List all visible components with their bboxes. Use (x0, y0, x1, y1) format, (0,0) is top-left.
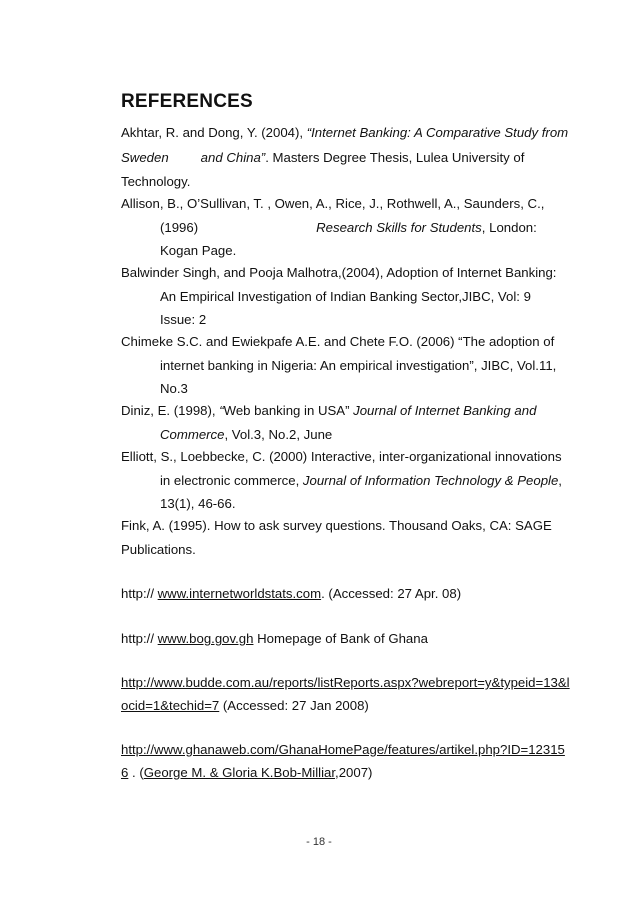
ref-text: , Vol.3, No.2, June (224, 427, 333, 442)
ref-singh-line-3: Issue: 2 (160, 312, 207, 327)
ref-akhtar-line-3: Technology. (121, 174, 191, 189)
ref-allison-line-2 (160, 220, 537, 236)
web-ref-prefix: http:// (121, 631, 158, 646)
author-link[interactable]: George M. & Gloria K.Bob-Milliar (143, 765, 336, 780)
ref-journal: Journal of Internet Banking and (353, 403, 537, 418)
page-number: - 18 - (306, 836, 332, 848)
bog-link[interactable]: www.bog.gov.gh (157, 631, 254, 646)
ref-title: Research Skills for Students (316, 220, 482, 235)
web-ref-suffix: ,2007) (335, 765, 373, 780)
ref-fink-line-2: Publications. (121, 542, 196, 557)
web-ref-suffix: Homepage of Bank of Ghana (253, 631, 428, 646)
ref-text: Akhtar, R. and Dong, Y. (2004), (121, 125, 307, 140)
ref-text: in electronic commerce, (160, 473, 303, 488)
budde-link[interactable]: http://www.budde.com.au/reports/listReports.aspx?webreport=y&typeid=13&l (121, 675, 570, 690)
ref-quote: “ (219, 403, 224, 418)
ref-allison-line-3: Kogan Page. (160, 243, 237, 258)
web-ref-ghanaweb-line-1 (121, 742, 565, 758)
ref-singh-line-1: Balwinder Singh, and Pooja Malhotra,(2004), Adoption of Internet Banking: (121, 265, 557, 280)
web-ref-budde-line-1 (121, 675, 570, 691)
ref-chimeke-line-2: internet banking in Nigeria: An empirical investigation”, JIBC, Vol.11, (160, 358, 557, 373)
web-ref-suffix: (Accessed: 27 Jan 2008) (219, 698, 369, 713)
ref-akhtar-line-1 (121, 125, 568, 141)
references-heading: REFERENCES (121, 91, 253, 112)
ref-text: . Masters Degree Thesis, Lulea University of (265, 150, 525, 165)
ghanaweb-link[interactable]: http://www.ghanaweb.com/GhanaHomePage/features/artikel.php?ID=12315 (121, 742, 565, 757)
web-ref-internetworldstats (121, 586, 461, 602)
ref-journal: Commerce (160, 427, 225, 442)
web-ref-suffix: . (Accessed: 27 Apr. 08) (321, 586, 462, 601)
ref-elliott-line-1: Elliott, S., Loebbecke, C. (2000) Interactive, inter-organizational innovations (121, 449, 562, 464)
web-ref-budde-line-2 (121, 698, 369, 714)
ref-chimeke-line-1: Chimeke S.C. and Ewiekpafe A.E. and Chete F.O. (2006) “The adoption of (121, 334, 555, 349)
ref-chimeke-line-3: No.3 (160, 381, 188, 396)
web-ref-ghanaweb-line-2 (121, 765, 372, 781)
ghanaweb-link-continued[interactable]: 6 (121, 765, 129, 780)
web-ref-prefix: http:// (121, 586, 158, 601)
ref-fink-line-1: Fink, A. (1995). How to ask survey questions. Thousand Oaks, CA: SAGE (121, 518, 552, 533)
web-ref-bog (121, 631, 428, 647)
ref-text: , (558, 473, 562, 488)
ref-diniz-line-2 (160, 427, 332, 443)
ref-singh-line-2: An Empirical Investigation of Indian Banking Sector,JIBC, Vol: 9 (160, 289, 531, 304)
internetworldstats-link[interactable]: www.internetworldstats.com (157, 586, 322, 601)
web-ref-text: . ( (128, 765, 144, 780)
ref-title: “Internet Banking: A Comparative Study from (306, 125, 569, 140)
ref-text: Diniz, E. (1998), (121, 403, 220, 418)
ref-text: Web banking in USA” (223, 403, 354, 418)
budde-link-continued[interactable]: ocid=1&techid=7 (121, 698, 220, 713)
ref-text: (1996) (160, 220, 199, 235)
ref-elliott-line-3: 13(1), 46-66. (160, 496, 236, 511)
ref-allison-line-1: Allison, B., O’Sullivan, T. , Owen, A., Rice, J., Rothwell, A., Saunders, C., (121, 196, 545, 211)
ref-text: , London: (481, 220, 537, 235)
ref-akhtar-line-2 (121, 150, 524, 166)
ref-journal: Journal of Information Technology & People (302, 473, 559, 488)
ref-title: and China” (200, 150, 266, 165)
ref-title: Sweden (121, 150, 169, 165)
ref-elliott-line-2 (160, 473, 562, 489)
ref-diniz-line-1 (121, 403, 536, 419)
